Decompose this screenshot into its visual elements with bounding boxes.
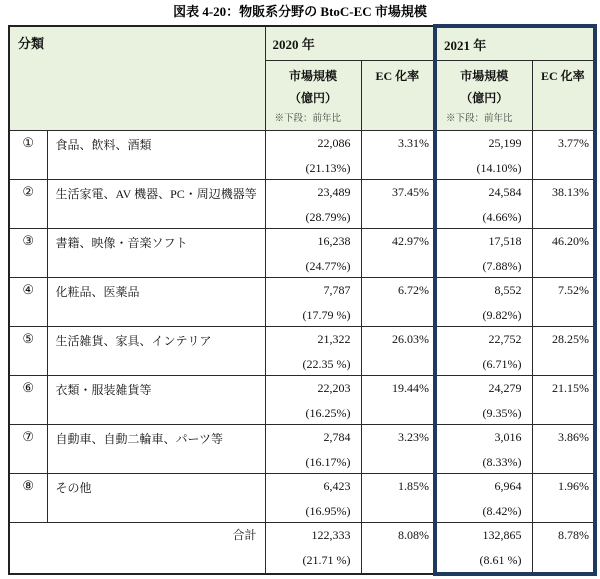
market-size-2021-cell xyxy=(435,179,532,228)
total-yoy-2020-value: (21.71 %) xyxy=(302,552,351,567)
category-cell: 化粧品、医薬品 xyxy=(47,277,265,326)
market-size-2021-value: 24,584 xyxy=(488,184,522,199)
ec-ratio-2020-cell xyxy=(361,375,435,424)
table-row xyxy=(9,277,595,326)
yoy-2021-value: (14.10%) xyxy=(476,160,522,175)
market-size-2020-cell xyxy=(265,424,361,473)
ec-ratio-2021-value: 1.96% xyxy=(558,478,590,493)
yoy-2021-value: (7.88%) xyxy=(482,258,522,273)
header-row-years xyxy=(9,26,595,60)
row-number: ③ xyxy=(9,228,47,277)
market-size-2020-cell xyxy=(265,179,361,228)
ec-ratio-2021-value: 28.25% xyxy=(552,331,590,346)
row-number: ⑦ xyxy=(9,424,47,473)
market-size-2021-value: 8,552 xyxy=(494,282,522,297)
row-number: ⑧ xyxy=(9,473,47,522)
total-ec-ratio-2021-cell xyxy=(532,522,595,574)
table-row xyxy=(9,130,595,179)
ec-ratio-2020-value: 42.97% xyxy=(392,233,430,248)
ec-ratio-2021-cell xyxy=(532,228,595,277)
yoy-2020-value: (17.79 %) xyxy=(302,307,351,322)
ec-ratio-2021-value: 7.52% xyxy=(558,282,590,297)
total-market-size-2021-cell xyxy=(435,522,532,574)
market-size-2021-cell xyxy=(435,375,532,424)
market-size-2021-cell xyxy=(435,326,532,375)
ec-ratio-2021-value: 21.15% xyxy=(552,380,590,395)
table-row xyxy=(9,228,595,277)
yoy-2020-value: (16.25%) xyxy=(305,405,351,420)
table-total-row xyxy=(9,522,595,574)
market-size-2020-cell xyxy=(265,228,361,277)
ec-ratio-2021-value: 46.20% xyxy=(552,233,590,248)
category-cell: 生活雑貨、家具、インテリア xyxy=(47,326,265,375)
market-size-2021-value: 25,199 xyxy=(488,135,522,150)
category-cell: その他 xyxy=(47,473,265,522)
yoy-2021-value: (8.33%) xyxy=(482,454,522,469)
yoy-2020-value: (22.35 %) xyxy=(302,356,351,371)
market-size-2020-cell xyxy=(265,277,361,326)
yoy-note-2020: ※下段：前年比 xyxy=(274,113,342,124)
yoy-2020-value: (24.77%) xyxy=(305,258,351,273)
column-header-year-2020: 2020 年 xyxy=(265,26,435,60)
ec-ratio-2021-cell xyxy=(532,375,595,424)
ec-ratio-2021-value: 3.77% xyxy=(558,135,590,150)
total-market-size-2020-value: 122,333 xyxy=(311,527,351,542)
ec-ratio-2020-value: 19.44% xyxy=(392,380,430,395)
ec-ratio-2021-cell xyxy=(532,277,595,326)
ec-ratio-label-2020: EC 化率 xyxy=(375,68,420,83)
yoy-2020-value: (16.17%) xyxy=(305,454,351,469)
market-size-2020-value: 6,423 xyxy=(323,478,351,493)
column-header-ec-ratio-2020 xyxy=(361,60,435,130)
total-label: 合計 xyxy=(9,522,265,574)
category-cell: 衣類・服装雑貨等 xyxy=(47,375,265,424)
ec-ratio-2021-cell xyxy=(532,130,595,179)
category-cell: 自動車、自動二輪車、パーツ等 xyxy=(47,424,265,473)
category-cell: 書籍、映像・音楽ソフト xyxy=(47,228,265,277)
market-size-2020-cell xyxy=(265,473,361,522)
ec-ratio-2020-value: 1.85% xyxy=(398,478,430,493)
table-row xyxy=(9,326,595,375)
total-ec-ratio-2020-value: 8.08% xyxy=(398,527,430,542)
yoy-2020-value: (28.79%) xyxy=(305,209,351,224)
market-size-2020-cell xyxy=(265,130,361,179)
ec-ratio-2020-value: 37.45% xyxy=(392,184,430,199)
total-market-size-2021-value: 132,865 xyxy=(482,527,522,542)
market-size-2020-value: 21,322 xyxy=(317,331,351,346)
yoy-2021-value: (6.71%) xyxy=(482,356,522,371)
market-size-2020-value: 22,086 xyxy=(317,135,351,150)
yoy-2021-value: (8.42%) xyxy=(482,503,522,518)
market-size-unit-2020: （億円） xyxy=(289,90,338,105)
btoc-ec-market-table xyxy=(8,24,597,576)
market-size-2020-value: 23,489 xyxy=(317,184,351,199)
column-header-market-size-2020 xyxy=(265,60,361,130)
row-number: ② xyxy=(9,179,47,228)
row-number: ⑤ xyxy=(9,326,47,375)
total-ec-ratio-2021-value: 8.78% xyxy=(558,527,590,542)
market-size-2021-cell xyxy=(435,277,532,326)
ec-ratio-2020-value: 3.23% xyxy=(398,429,430,444)
category-cell: 生活家電、AV 機器、PC・周辺機器等 xyxy=(47,179,265,228)
category-cell: 食品、飲料、酒類 xyxy=(47,130,265,179)
market-size-label-2020: 市場規模 xyxy=(289,68,338,83)
market-size-2021-value: 24,279 xyxy=(488,380,522,395)
ec-ratio-2020-value: 6.72% xyxy=(398,282,430,297)
yoy-2021-value: (9.82%) xyxy=(482,307,522,322)
market-size-2021-cell xyxy=(435,473,532,522)
market-size-2021-value: 6,964 xyxy=(494,478,522,493)
column-header-ec-ratio-2021 xyxy=(532,60,595,130)
ec-ratio-2020-cell xyxy=(361,424,435,473)
ec-ratio-2020-cell xyxy=(361,130,435,179)
ec-ratio-2020-cell xyxy=(361,277,435,326)
ec-ratio-2020-cell xyxy=(361,179,435,228)
market-size-2021-value: 17,518 xyxy=(488,233,522,248)
table-row xyxy=(9,375,595,424)
yoy-2020-value: (21.13%) xyxy=(305,160,351,175)
ec-ratio-2020-value: 3.31% xyxy=(398,135,430,150)
market-size-2021-cell xyxy=(435,424,532,473)
table-row xyxy=(9,473,595,522)
market-size-2020-value: 2,784 xyxy=(323,429,351,444)
row-number: ⑥ xyxy=(9,375,47,424)
column-header-category: 分類 xyxy=(9,26,265,130)
total-market-size-2020-cell xyxy=(265,522,361,574)
market-size-2020-value: 22,203 xyxy=(317,380,351,395)
ec-ratio-2021-cell xyxy=(532,326,595,375)
market-size-unit-2021: （億円） xyxy=(460,90,509,105)
ec-ratio-2021-cell xyxy=(532,473,595,522)
ec-ratio-2021-cell xyxy=(532,179,595,228)
row-number: ④ xyxy=(9,277,47,326)
ec-ratio-2020-cell xyxy=(361,228,435,277)
market-size-2021-value: 3,016 xyxy=(494,429,522,444)
market-size-2020-cell xyxy=(265,326,361,375)
market-size-2020-value: 7,787 xyxy=(323,282,351,297)
ec-ratio-2020-cell xyxy=(361,326,435,375)
ec-ratio-2021-cell xyxy=(532,424,595,473)
table-row xyxy=(9,424,595,473)
column-header-market-size-2021 xyxy=(435,60,532,130)
ec-ratio-2020-cell xyxy=(361,473,435,522)
yoy-2020-value: (16.95%) xyxy=(305,503,351,518)
market-size-2021-cell xyxy=(435,228,532,277)
market-size-label-2021: 市場規模 xyxy=(460,68,509,83)
market-size-2020-value: 16,238 xyxy=(317,233,351,248)
total-yoy-2021-value: (8.61 %) xyxy=(479,552,522,567)
table-body xyxy=(9,130,595,574)
column-header-year-2021: 2021 年 xyxy=(435,26,595,60)
market-size-2020-cell xyxy=(265,375,361,424)
ec-ratio-2021-value: 38.13% xyxy=(552,184,590,199)
row-number: ① xyxy=(9,130,47,179)
table-header xyxy=(9,26,595,130)
total-ec-ratio-2020-cell xyxy=(361,522,435,574)
figure-title: 図表 4-20：物販系分野の BtoC-EC 市場規模 xyxy=(173,4,427,19)
table-row xyxy=(9,179,595,228)
ec-ratio-label-2021: EC 化率 xyxy=(540,68,585,83)
yoy-2021-value: (4.66%) xyxy=(482,209,522,224)
market-size-2021-cell xyxy=(435,130,532,179)
market-size-2021-value: 22,752 xyxy=(488,331,522,346)
ec-ratio-2021-value: 3.86% xyxy=(558,429,590,444)
yoy-2021-value: (9.35%) xyxy=(482,405,522,420)
ec-ratio-2020-value: 26.03% xyxy=(392,331,430,346)
yoy-note-2021: ※下段：前年比 xyxy=(446,113,513,124)
